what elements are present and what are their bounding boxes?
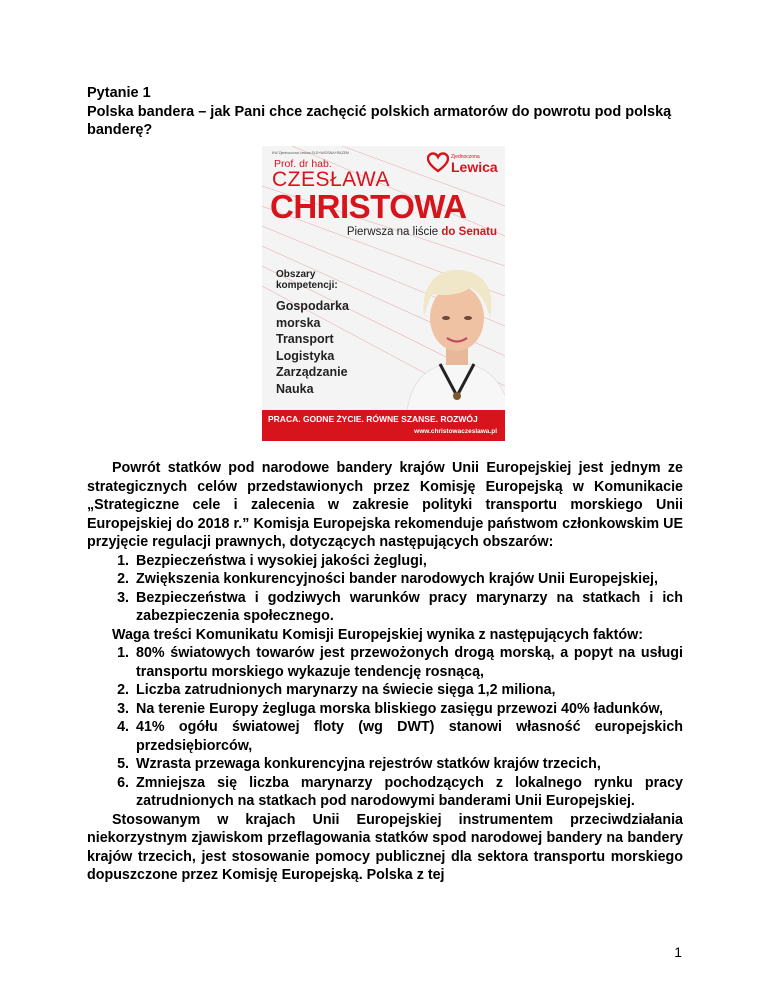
paragraph-state-aid: Stosowanym w krajach Unii Europejskiej instrumentem przeciwdziałania niekorzystnym zjawiskom przeflagowania statków spod narodowej bandery na bandery krajów trzecich, jest stosowanie pomocy publicznej dla sektora transportu morskiego dopuszczone przez Komisję Europejską. Polska z tej xyxy=(87,811,683,883)
facts-list xyxy=(87,644,683,811)
list-item: 2. Zwiększenia konkurencyjności bander narodowych krajów Unii Europejskiej, xyxy=(133,570,683,589)
paragraph-intro: Powrót statków pod narodowe bandery krajów Unii Europejskiej jest jednym ze strategicznych celów przedstawionych przez Komisję Europejską w Komunikacie „Strategiczne cele i zalecenia w zakresie polityki transportu morskiego Unii Europejskiej do 2018 r.” Komisja Europejska rekomenduje państwom członkowskim UE przyjęcie regulacji prawnych, dotyczących następujących obszarów: xyxy=(87,460,683,550)
list-item: 3. Bezpieczeństwa i godziwych warunków pracy marynarzy na statkach i ich zabezpieczenia społecznego. xyxy=(133,589,683,626)
poster-title-prefix: Prof. dr hab. xyxy=(274,158,332,170)
competence-heading-line2: kompetencji: xyxy=(276,280,338,291)
heart-icon xyxy=(427,152,449,174)
body-text xyxy=(87,459,683,885)
paragraph-facts-intro: Waga treści Komunikatu Komisji Europejskiej wynika z następujących faktów: xyxy=(112,626,643,643)
poster-subtitle-plain: Pierwsza na liście xyxy=(346,226,442,238)
logo-main-text: Lewica xyxy=(451,159,498,175)
list-item: 2. Liczba zatrudnionych marynarzy na świecie sięga 1,2 miliona, xyxy=(133,681,683,700)
poster-first-name: CZESŁAWA xyxy=(272,168,390,191)
competence-item: Zarządzanie xyxy=(276,365,348,379)
competence-heading xyxy=(276,269,338,291)
poster-subtitle-bold: do Senatu xyxy=(441,226,497,238)
list-item: 1. Bezpieczeństwa i wysokiej jakości żeglugi, xyxy=(133,552,683,571)
poster-last-name: CHRISTOWA xyxy=(270,188,467,225)
question-number: Pytanie 1 xyxy=(87,85,151,101)
question-text: Polska bandera – jak Pani chce zachęcić polskich armatorów do powrotu pod polską banderę? xyxy=(87,103,672,138)
page-number: 1 xyxy=(674,944,682,960)
competence-item: Transport xyxy=(276,332,334,346)
campaign-poster xyxy=(262,146,505,441)
poster-small-print: KW Zjednoczona Lewica SLD+WIOSNA+RAZEM xyxy=(272,151,349,155)
objectives-list xyxy=(87,552,683,626)
candidate-portrait xyxy=(402,246,505,411)
party-logo xyxy=(427,150,498,176)
slogan-band xyxy=(262,410,505,441)
competence-item: Nauka xyxy=(276,381,314,396)
list-item: 5. Wzrasta przewaga konkurencyjna rejestrów statków krajów trzecich, xyxy=(133,755,683,774)
list-item: 1. 80% światowych towarów jest przewożonych drogą morską, a popyt na usługi transportu morskiego wykazuje tendencję rosnącą, xyxy=(133,644,683,681)
poster-slogan: PRACA. GODNE ŻYCIE. RÓWNE SZANSE. ROZWÓJ xyxy=(268,414,478,424)
list-item: 6. Zmniejsza się liczba marynarzy pochodzących z lokalnego rynku pracy zatrudnionych na statkach pod narodowymi banderami Unii Europejskiej. xyxy=(133,774,683,811)
competence-item: morska xyxy=(276,315,321,330)
poster-subtitle xyxy=(347,226,497,238)
competence-item: Gospodarka xyxy=(276,299,349,313)
logo-top-text: Zjednoczona xyxy=(451,154,480,160)
question-heading xyxy=(87,84,687,140)
poster-website: www.christowaczeslawa.pl xyxy=(414,428,497,435)
list-item: 3. Na terenie Europy żegluga morska bliskiego zasięgu przewozi 40% ładunków, xyxy=(133,700,683,719)
competence-list xyxy=(276,298,349,397)
list-item: 4. 41% ogółu światowej floty (wg DWT) stanowi własność europejskich przedsiębiorców, xyxy=(133,718,683,755)
competence-item: Logistyka xyxy=(276,348,335,363)
competence-heading-line1: Obszary xyxy=(276,269,316,280)
